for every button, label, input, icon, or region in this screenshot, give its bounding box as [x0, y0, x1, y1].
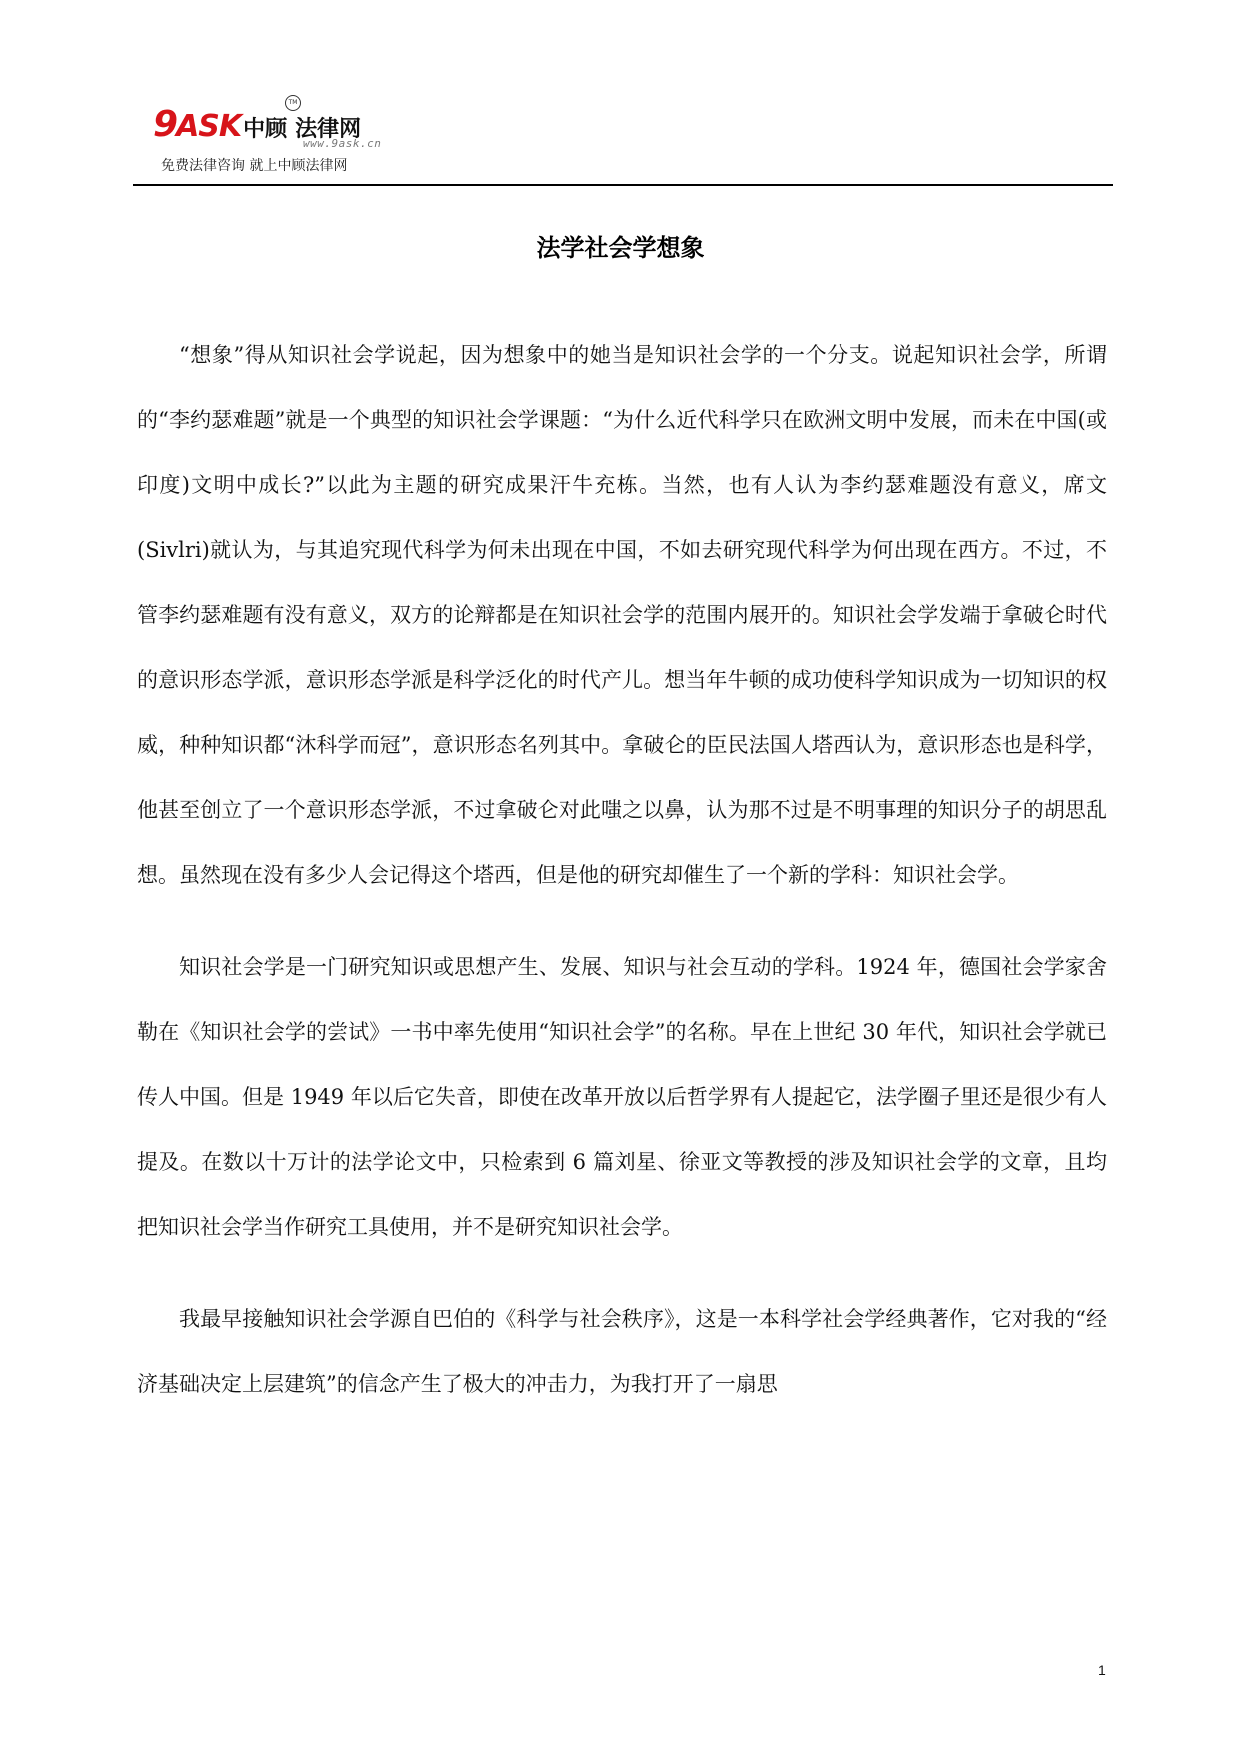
logo-zhonggu: 中顾 — [243, 117, 288, 142]
page-header — [133, 95, 1113, 187]
paragraph-2: 知识社会学是一门研究知识或思想产生、发展、知识与社会互动的学科。1924 年，德国社会学家舍勒在《知识社会学的尝试》一书中率先使用“知识社会学”的名称。早在上世纪 30 年代，知识社会学就已传人中国。但是 1949 年以后它失音，即使在改革开放以后哲学界有人提起它，法学圈子里还是很少有人提及。在数以十万计的法学论文中，只检索到 6 篇刘星、徐亚文等教授的涉及知识社会学的文章，且均把知识社会学当作研究工具使用，并不是研究知识社会学。 — [137, 955, 1107, 1239]
document-title: 法学社会学想象 — [536, 234, 705, 262]
document-body — [137, 323, 1107, 1444]
paragraph-1: “想象”得从知识社会学说起，因为想象中的她当是知识社会学的一个分支。说起知识社会学，所谓的“李约瑟难题”就是一个典型的知识社会学课题：“为什么近代科学只在欧洲文明中发展，而未在中国(或印度)文明中成长?”以此为主题的研究成果汗牛充栋。当然，也有人认为李约瑟难题没有意义，席文(Sivlri)就认为，与其追究现代科学为何未出现在中国，不如去研究现代科学为何出现在西方。不过，不管李约瑟难题有没有意义，双方的论辩都是在知识社会学的范围内展开的。知识社会学发端于拿破仑时代的意识形态学派，意识形态学派是科学泛化的时代产儿。想当年牛顿的成功使科学知识成为一切知识的权威，种种知识都“沐科学而冠”，意识形态名列其中。拿破仑的臣民法国人塔西认为，意识形态也是科学，他甚至创立了一个意识形态学派，不过拿破仑对此嗤之以鼻，认为那不过是不明事理的知识分子的胡思乱想。虽然现在没有多少人会记得这个塔西，但是他的研究却催生了一个新的学科：知识社会学。 — [137, 343, 1107, 887]
logo-url: www.9ask.cn — [303, 137, 382, 150]
logo-falv: 法律网 — [295, 117, 362, 142]
trademark-icon: TM — [285, 95, 301, 111]
logo-ask: ASK — [176, 109, 242, 144]
page-number: 1 — [1098, 1662, 1106, 1678]
logo-slogan: 免费法律咨询 就上中顾法律网 — [161, 158, 348, 174]
site-logo[interactable] — [153, 95, 453, 175]
logo-nine: 9 — [153, 104, 177, 145]
paragraph-3: 我最早接触知识社会学源自巴伯的《科学与社会秩序》，这是一本科学社会学经典著作，它对我的“经济基础决定上层建筑”的信念产生了极大的冲击力，为我打开了一扇思 — [137, 1307, 1107, 1396]
header-divider — [133, 184, 1113, 186]
